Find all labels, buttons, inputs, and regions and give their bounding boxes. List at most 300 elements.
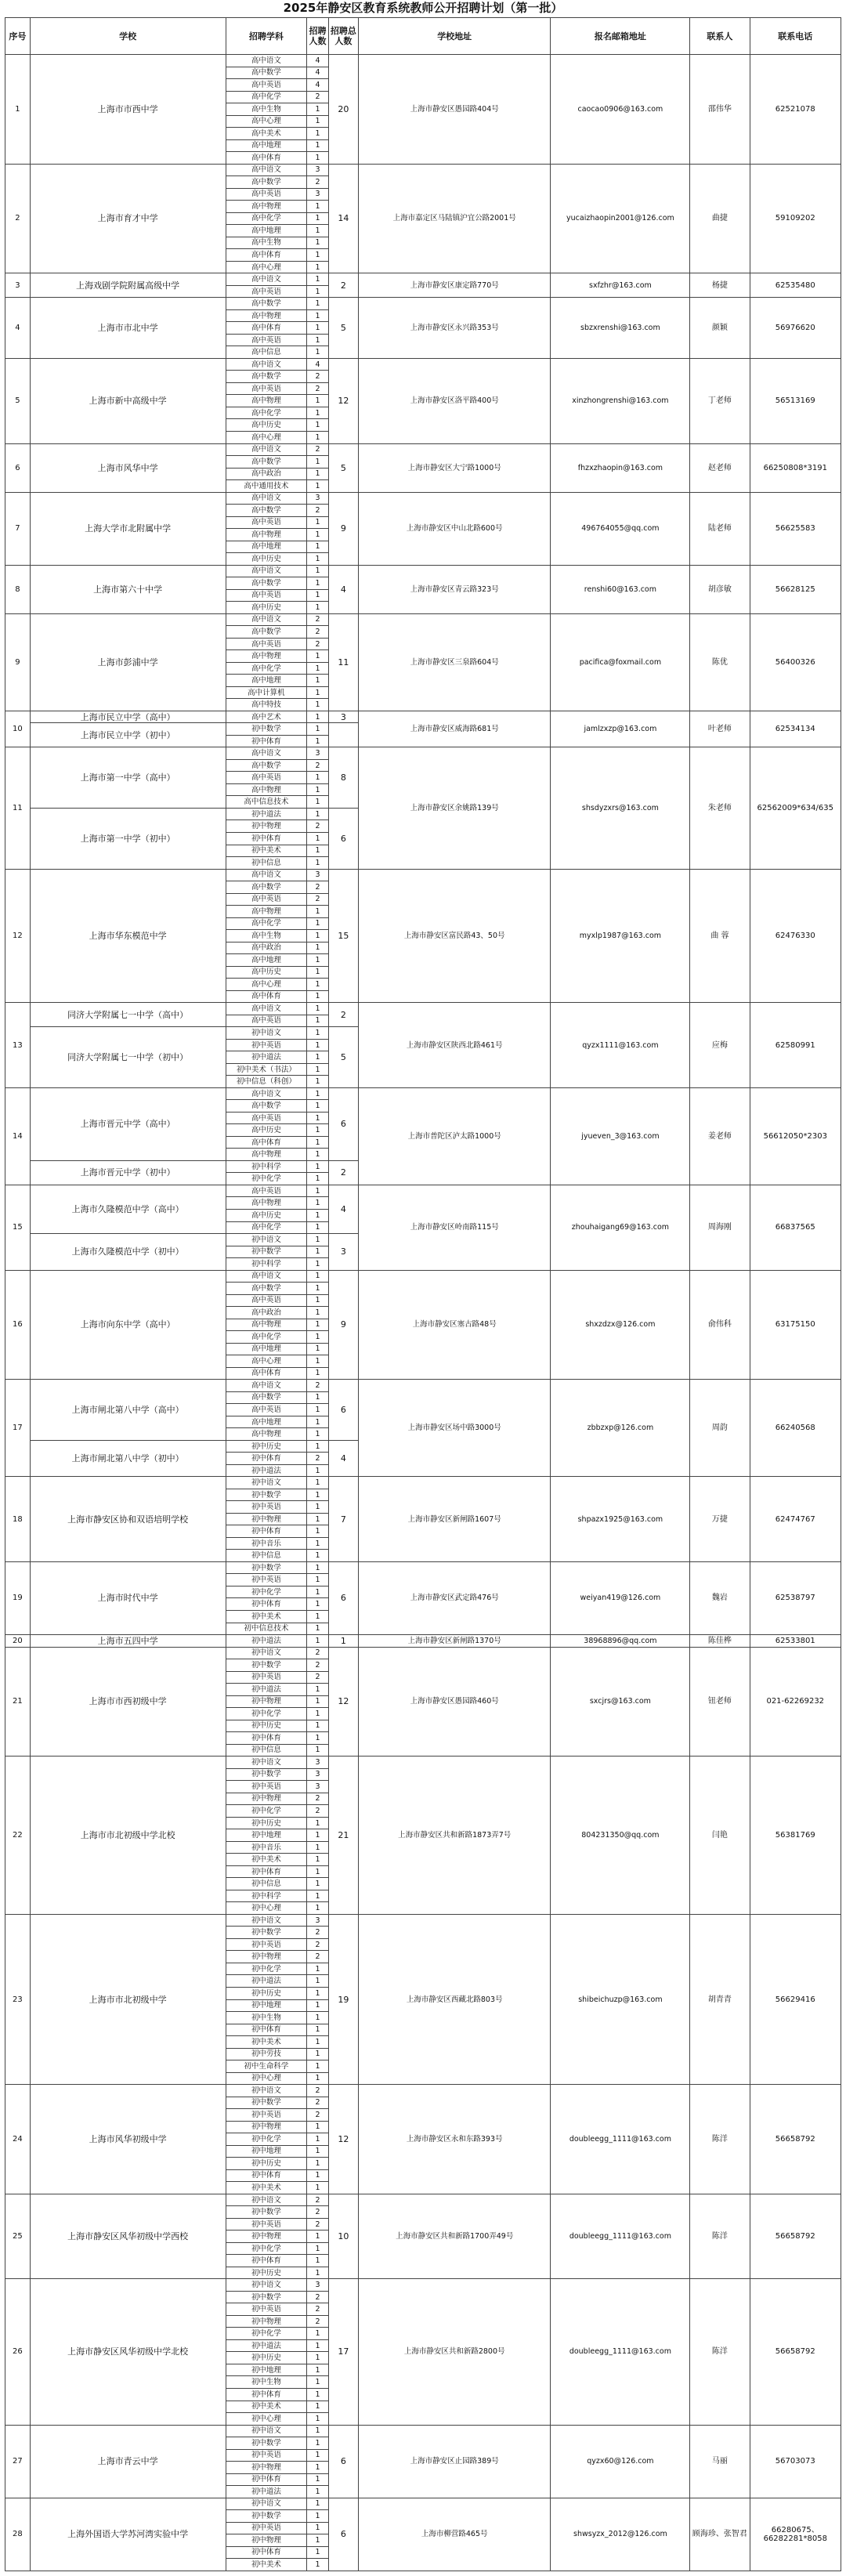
- subject-cell: 初中英语: [226, 2218, 307, 2230]
- email-cell: doubleegg_1111@163.com: [551, 2085, 690, 2194]
- table-row: [5, 1270, 841, 1283]
- count-cell: 1: [307, 565, 329, 577]
- address-cell: 上海市静安区愚园路404号: [358, 55, 551, 165]
- total-cell: 6: [328, 2425, 358, 2498]
- school-name: 同济大学附属七一中学（高中）: [30, 1003, 226, 1027]
- subject-cell: 高中语文: [226, 565, 307, 577]
- subject-cell: 初中地理: [226, 1829, 307, 1842]
- count-cell: 1: [307, 2072, 329, 2085]
- header-subject: 招聘学科: [226, 18, 307, 55]
- subject-cell: 高中美术: [226, 128, 307, 140]
- school-name: 上海戏剧学院附属高级中学: [30, 273, 226, 298]
- subject-cell: 高中英语: [226, 1015, 307, 1027]
- subject-cell: 初中道法: [226, 2486, 307, 2498]
- subject-cell: 高中历史: [226, 1124, 307, 1137]
- subject-cell: 初中地理: [226, 2364, 307, 2376]
- row-number: 17: [5, 1380, 31, 1477]
- subject-cell: 初中物理: [226, 1695, 307, 1708]
- subject-cell: 初中物理: [226, 2534, 307, 2547]
- count-cell: 1: [307, 346, 329, 359]
- school-name: 上海市时代中学: [30, 1561, 226, 1634]
- row-number: 3: [5, 273, 31, 298]
- subject-cell: 初中数学: [226, 723, 307, 736]
- count-cell: 1: [307, 2158, 329, 2170]
- school-name: 上海市民立中学（高中）: [30, 711, 226, 723]
- subject-cell: 高中英语: [226, 1294, 307, 1307]
- phone-cell: 62474767: [750, 1477, 841, 1562]
- count-cell: 1: [307, 1744, 329, 1757]
- count-cell: 1: [307, 480, 329, 493]
- table-row: [5, 1561, 841, 1574]
- subject-cell: 初中道法: [226, 1464, 307, 1477]
- contact-cell: 曲捷: [690, 164, 750, 273]
- phone-cell: 62580991: [750, 1003, 841, 1088]
- subject-cell: 高中英语: [226, 285, 307, 298]
- contact-cell: 万捷: [690, 1477, 750, 1562]
- header-school: 学校: [30, 18, 226, 55]
- subject-cell: 高中语文: [226, 55, 307, 67]
- header-contact: 联系人: [690, 18, 750, 55]
- subject-cell: 高中语文: [226, 273, 307, 286]
- count-cell: 1: [307, 2559, 329, 2571]
- total-cell: 5: [328, 1027, 358, 1088]
- count-cell: 1: [307, 237, 329, 249]
- count-cell: 1: [307, 2449, 329, 2462]
- count-cell: 1: [307, 407, 329, 419]
- total-cell: 15: [328, 869, 358, 1003]
- subject-cell: 初中语文: [226, 2085, 307, 2097]
- count-cell: 2: [307, 2315, 329, 2328]
- count-cell: 1: [307, 249, 329, 262]
- school-name: 上海市静安区风华初级中学北校: [30, 2279, 226, 2425]
- school-name: 上海市风华初级中学: [30, 2085, 226, 2194]
- phone-cell: 59109202: [750, 164, 841, 273]
- email-cell: weiyan419@126.com: [551, 1561, 690, 1634]
- subject-cell: 初中化学: [226, 2328, 307, 2340]
- subject-cell: 高中语文: [226, 443, 307, 456]
- total-cell: 5: [328, 443, 358, 492]
- count-cell: 1: [307, 1963, 329, 1975]
- table-row: [5, 2194, 841, 2206]
- count-cell: 1: [307, 735, 329, 747]
- count-cell: 1: [307, 1817, 329, 1829]
- subject-cell: 初中信息: [226, 1744, 307, 1757]
- count-cell: 2: [307, 1380, 329, 1392]
- subject-cell: 初中历史: [226, 1720, 307, 1732]
- subject-cell: 高中心理: [226, 261, 307, 273]
- count-cell: 1: [307, 322, 329, 335]
- header-no: 序号: [5, 18, 31, 55]
- email-cell: 804231350@qq.com: [551, 1757, 690, 1915]
- total-cell: 19: [328, 1914, 358, 2084]
- contact-cell: 俞伟科: [690, 1270, 750, 1380]
- subject-cell: 初中体育: [226, 1732, 307, 1745]
- subject-cell: 高中数学: [226, 1100, 307, 1113]
- subject-cell: 初中语文: [226, 1757, 307, 1769]
- subject-cell: 初中物理: [226, 1513, 307, 1525]
- count-cell: 2: [307, 1951, 329, 1963]
- count-cell: 1: [307, 2413, 329, 2426]
- count-cell: 1: [307, 1173, 329, 1185]
- email-cell: shxzdzx@126.com: [551, 1270, 690, 1380]
- school-name: 上海市华东模范中学: [30, 869, 226, 1003]
- subject-cell: 高中历史: [226, 1209, 307, 1221]
- count-cell: 1: [307, 650, 329, 663]
- table-row: [5, 1003, 841, 1015]
- contact-cell: 周韵: [690, 1380, 750, 1477]
- subject-cell: 高中语文: [226, 869, 307, 881]
- subject-cell: 初中信息: [226, 1550, 307, 1562]
- row-number: 24: [5, 2085, 31, 2194]
- row-number: 14: [5, 1087, 31, 1185]
- total-cell: 17: [328, 2279, 358, 2425]
- subject-cell: 初中心理: [226, 2072, 307, 2085]
- count-cell: 2: [307, 1927, 329, 1939]
- subject-cell: 高中数学: [226, 759, 307, 772]
- count-cell: 1: [307, 1051, 329, 1064]
- count-cell: 1: [307, 516, 329, 529]
- count-cell: 1: [307, 1489, 329, 1501]
- count-cell: 2: [307, 881, 329, 894]
- count-cell: 1: [307, 2182, 329, 2194]
- school-name: 上海市彭浦中学: [30, 613, 226, 711]
- count-cell: 2: [307, 2109, 329, 2122]
- count-cell: 2: [307, 1453, 329, 1465]
- row-number: 19: [5, 1561, 31, 1634]
- subject-cell: 初中心理: [226, 2413, 307, 2426]
- count-cell: 1: [307, 1331, 329, 1344]
- address-cell: 上海市静安区三泉路604号: [358, 613, 551, 711]
- table-row: [5, 164, 841, 176]
- header-phone: 联系电话: [750, 18, 841, 55]
- count-cell: 1: [307, 1343, 329, 1355]
- subject-cell: 初中数学: [226, 1246, 307, 1258]
- table-row: [5, 2498, 841, 2510]
- school-name: 上海市市北中学: [30, 298, 226, 359]
- count-cell: 3: [307, 188, 329, 201]
- count-cell: 1: [307, 1550, 329, 1562]
- count-cell: 1: [307, 1185, 329, 1197]
- count-cell: 1: [307, 1720, 329, 1732]
- count-cell: 1: [307, 1416, 329, 1428]
- subject-cell: 高中艺术: [226, 711, 307, 723]
- count-cell: 1: [307, 1561, 329, 1574]
- count-cell: 1: [307, 2352, 329, 2364]
- school-name: 上海市静安区协和双语培明学校: [30, 1477, 226, 1562]
- school-name: 上海市闸北第八中学（高中）: [30, 1380, 226, 1441]
- phone-cell: 66240568: [750, 1380, 841, 1477]
- count-cell: 1: [307, 2230, 329, 2243]
- subject-cell: 高中体育: [226, 1367, 307, 1380]
- subject-cell: 初中物理: [226, 2121, 307, 2133]
- count-cell: 2: [307, 893, 329, 906]
- school-name: 上海市闸北第八中学（初中）: [30, 1440, 226, 1477]
- subject-cell: 初中劳技: [226, 2048, 307, 2060]
- count-cell: 1: [307, 1221, 329, 1234]
- table-row: [5, 1757, 841, 1769]
- subject-cell: 初中数学: [226, 1768, 307, 1781]
- subject-cell: 初中道法: [226, 2339, 307, 2352]
- count-cell: 1: [307, 456, 329, 469]
- count-cell: 1: [307, 2024, 329, 2036]
- contact-cell: 陆老师: [690, 492, 750, 565]
- count-cell: 1: [307, 1160, 329, 1173]
- count-cell: 1: [307, 2060, 329, 2073]
- count-cell: 1: [307, 2121, 329, 2133]
- phone-cell: 56381769: [750, 1757, 841, 1915]
- table-row: [5, 1647, 841, 1659]
- total-cell: 14: [328, 164, 358, 273]
- subject-cell: 高中英语: [226, 516, 307, 529]
- count-cell: 1: [307, 1732, 329, 1745]
- count-cell: 2: [307, 1938, 329, 1951]
- row-number: 12: [5, 869, 31, 1003]
- count-cell: 1: [307, 833, 329, 845]
- count-cell: 1: [307, 675, 329, 687]
- subject-cell: 高中语文: [226, 1270, 307, 1283]
- email-cell: pacifica@foxmail.com: [551, 613, 690, 711]
- contact-cell: 杨捷: [690, 273, 750, 298]
- subject-cell: 初中美术: [226, 2559, 307, 2571]
- total-cell: 4: [328, 1440, 358, 1477]
- count-cell: 2: [307, 1659, 329, 1672]
- subject-cell: 初中化学: [226, 1805, 307, 1818]
- count-cell: 1: [307, 589, 329, 602]
- count-cell: 1: [307, 285, 329, 298]
- row-number: 15: [5, 1185, 31, 1270]
- subject-cell: 高中体育: [226, 990, 307, 1003]
- subject-cell: 高中历史: [226, 602, 307, 614]
- subject-cell: 初中历史: [226, 2158, 307, 2170]
- school-name: 上海市民立中学（初中）: [30, 723, 226, 747]
- phone-cell: 021-62269232: [750, 1647, 841, 1757]
- count-cell: 1: [307, 1841, 329, 1854]
- subject-cell: 初中语文: [226, 1027, 307, 1040]
- school-name: 上海市向东中学（高中）: [30, 1270, 226, 1380]
- subject-cell: 高中物理: [226, 395, 307, 407]
- count-cell: 1: [307, 808, 329, 820]
- contact-cell: 胡彦敏: [690, 565, 750, 613]
- table-row: [5, 565, 841, 577]
- row-number: 28: [5, 2498, 31, 2571]
- total-cell: [328, 723, 358, 747]
- count-cell: 1: [307, 2328, 329, 2340]
- subject-cell: 初中数学: [226, 1927, 307, 1939]
- address-cell: 上海市静安区愚园路460号: [358, 1647, 551, 1757]
- count-cell: 1: [307, 1598, 329, 1611]
- contact-cell: 魏岩: [690, 1561, 750, 1634]
- phone-cell: 56703073: [750, 2425, 841, 2498]
- subject-cell: 高中地理: [226, 225, 307, 237]
- row-number: 8: [5, 565, 31, 613]
- subject-cell: 高中物理: [226, 1319, 307, 1331]
- count-cell: 1: [307, 2255, 329, 2267]
- count-cell: 1: [307, 1039, 329, 1051]
- table-row: [5, 1087, 841, 1100]
- count-cell: 1: [307, 1063, 329, 1076]
- subject-cell: 初中道法: [226, 808, 307, 820]
- subject-cell: 初中心理: [226, 1902, 307, 1915]
- row-number: 4: [5, 298, 31, 359]
- subject-cell: 初中历史: [226, 2267, 307, 2279]
- subject-cell: 初中体育: [226, 2389, 307, 2401]
- subject-cell: 初中数学: [226, 2206, 307, 2219]
- count-cell: 1: [307, 201, 329, 213]
- school-name: 上海市市西中学: [30, 55, 226, 165]
- subject-cell: 高中英语: [226, 188, 307, 201]
- subject-cell: 初中生命科学: [226, 2060, 307, 2073]
- school-name: 上海市育才中学: [30, 164, 226, 273]
- subject-cell: 初中语文: [226, 1477, 307, 1489]
- row-number: 27: [5, 2425, 31, 2498]
- school-name: 上海市晋元中学（高中）: [30, 1087, 226, 1160]
- contact-cell: 胡青青: [690, 1914, 750, 2084]
- phone-cell: 66250808*3191: [750, 443, 841, 492]
- subject-cell: 初中美术: [226, 1611, 307, 1623]
- count-cell: 2: [307, 820, 329, 833]
- subject-cell: 高中地理: [226, 954, 307, 967]
- count-cell: 3: [307, 492, 329, 505]
- phone-cell: 56400326: [750, 613, 841, 711]
- phone-cell: 62535480: [750, 273, 841, 298]
- count-cell: 2: [307, 626, 329, 639]
- count-cell: 1: [307, 1307, 329, 1319]
- total-cell: 3: [328, 1234, 358, 1271]
- count-cell: 1: [307, 212, 329, 225]
- header-email: 报名邮箱地址: [551, 18, 690, 55]
- email-cell: shsdyzxrs@163.com: [551, 747, 690, 869]
- count-cell: 1: [307, 2486, 329, 2498]
- count-cell: 1: [307, 2376, 329, 2389]
- school-name: 上海市晋元中学（初中）: [30, 1160, 226, 1185]
- row-number: 2: [5, 164, 31, 273]
- total-cell: 12: [328, 1647, 358, 1757]
- total-cell: 6: [328, 2498, 358, 2571]
- count-cell: 1: [307, 1829, 329, 1842]
- count-cell: 2: [307, 2303, 329, 2316]
- table-row: [5, 55, 841, 67]
- subject-cell: 初中道法: [226, 1975, 307, 1988]
- count-cell: 1: [307, 2546, 329, 2559]
- count-cell: 2: [307, 2194, 329, 2206]
- subject-cell: 高中通用技术: [226, 480, 307, 493]
- total-cell: 12: [328, 2085, 358, 2194]
- subject-cell: 初中道法: [226, 1684, 307, 1696]
- school-name: 上海市第一中学（高中）: [30, 747, 226, 809]
- total-cell: 6: [328, 1561, 358, 1634]
- count-cell: 2: [307, 1805, 329, 1818]
- count-cell: 3: [307, 2279, 329, 2292]
- total-cell: 12: [328, 358, 358, 443]
- subject-cell: 初中物理: [226, 1793, 307, 1805]
- subject-cell: 高中地理: [226, 541, 307, 553]
- subject-cell: 初中语文: [226, 2498, 307, 2510]
- count-cell: 1: [307, 1076, 329, 1088]
- count-cell: 1: [307, 529, 329, 541]
- count-cell: 1: [307, 1987, 329, 1999]
- subject-cell: 初中生物: [226, 2376, 307, 2389]
- subject-cell: 初中英语: [226, 1501, 307, 1514]
- subject-cell: 高中物理: [226, 783, 307, 796]
- count-cell: 2: [307, 176, 329, 189]
- count-cell: 1: [307, 1003, 329, 1015]
- subject-cell: 高中语文: [226, 358, 307, 371]
- subject-cell: 初中物理: [226, 2315, 307, 2328]
- total-cell: 11: [328, 613, 358, 711]
- count-cell: 1: [307, 1112, 329, 1124]
- count-cell: 1: [307, 1027, 329, 1040]
- subject-cell: 初中英语: [226, 1671, 307, 1684]
- email-cell: doubleegg_1111@163.com: [551, 2279, 690, 2425]
- count-cell: 1: [307, 1975, 329, 1988]
- email-cell: zbbzxp@126.com: [551, 1380, 690, 1477]
- count-cell: 1: [307, 553, 329, 566]
- subject-cell: 高中体育: [226, 1136, 307, 1149]
- count-cell: 1: [307, 954, 329, 967]
- phone-cell: 62533801: [750, 1635, 841, 1648]
- count-cell: 1: [307, 783, 329, 796]
- subject-cell: 初中信息: [226, 857, 307, 870]
- contact-cell: 朱老师: [690, 747, 750, 869]
- count-cell: 1: [307, 906, 329, 918]
- subject-cell: 高中数学: [226, 626, 307, 639]
- count-cell: 1: [307, 699, 329, 711]
- subject-cell: 初中体育: [226, 1453, 307, 1465]
- subject-cell: 高中信息: [226, 346, 307, 359]
- contact-cell: 陈洋: [690, 2194, 750, 2279]
- phone-cell: 56658792: [750, 2194, 841, 2279]
- contact-cell: 周海刚: [690, 1185, 750, 1270]
- count-cell: 2: [307, 613, 329, 626]
- count-cell: 1: [307, 796, 329, 809]
- count-cell: 1: [307, 2036, 329, 2049]
- count-cell: 1: [307, 2473, 329, 2486]
- subject-cell: 高中英语: [226, 334, 307, 346]
- subject-cell: 高中化学: [226, 212, 307, 225]
- count-cell: 1: [307, 2339, 329, 2352]
- count-cell: 1: [307, 2401, 329, 2413]
- school-name: 上海市静安区风华初级中学西校: [30, 2194, 226, 2279]
- school-name: 同济大学附属七一中学（初中）: [30, 1027, 226, 1088]
- contact-cell: 顾海珍、张智君: [690, 2498, 750, 2571]
- subject-cell: 初中道法: [226, 1635, 307, 1648]
- count-cell: 1: [307, 1149, 329, 1161]
- subject-cell: 初中物理: [226, 2462, 307, 2474]
- subject-cell: 初中信息技术: [226, 1623, 307, 1635]
- subject-cell: 初中体育: [226, 2169, 307, 2182]
- row-number: 25: [5, 2194, 31, 2279]
- count-cell: 3: [307, 1914, 329, 1927]
- row-number: 9: [5, 613, 31, 711]
- subject-cell: 高中数学: [226, 1283, 307, 1295]
- count-cell: 3: [307, 869, 329, 881]
- phone-cell: 66280675、66282281*8058: [750, 2498, 841, 2571]
- subject-cell: 高中英语: [226, 893, 307, 906]
- table-row: [5, 2085, 841, 2097]
- count-cell: 1: [307, 309, 329, 322]
- subject-cell: 初中历史: [226, 2352, 307, 2364]
- count-cell: 1: [307, 152, 329, 165]
- count-cell: 1: [307, 711, 329, 723]
- subject-cell: 初中生物: [226, 2012, 307, 2024]
- subject-cell: 初中语文: [226, 1647, 307, 1659]
- count-cell: 3: [307, 164, 329, 176]
- count-cell: 1: [307, 2425, 329, 2437]
- total-cell: 1: [328, 1635, 358, 1648]
- email-cell: jamlzxzp@163.com: [551, 711, 690, 747]
- subject-cell: 高中历史: [226, 966, 307, 979]
- count-cell: 1: [307, 917, 329, 930]
